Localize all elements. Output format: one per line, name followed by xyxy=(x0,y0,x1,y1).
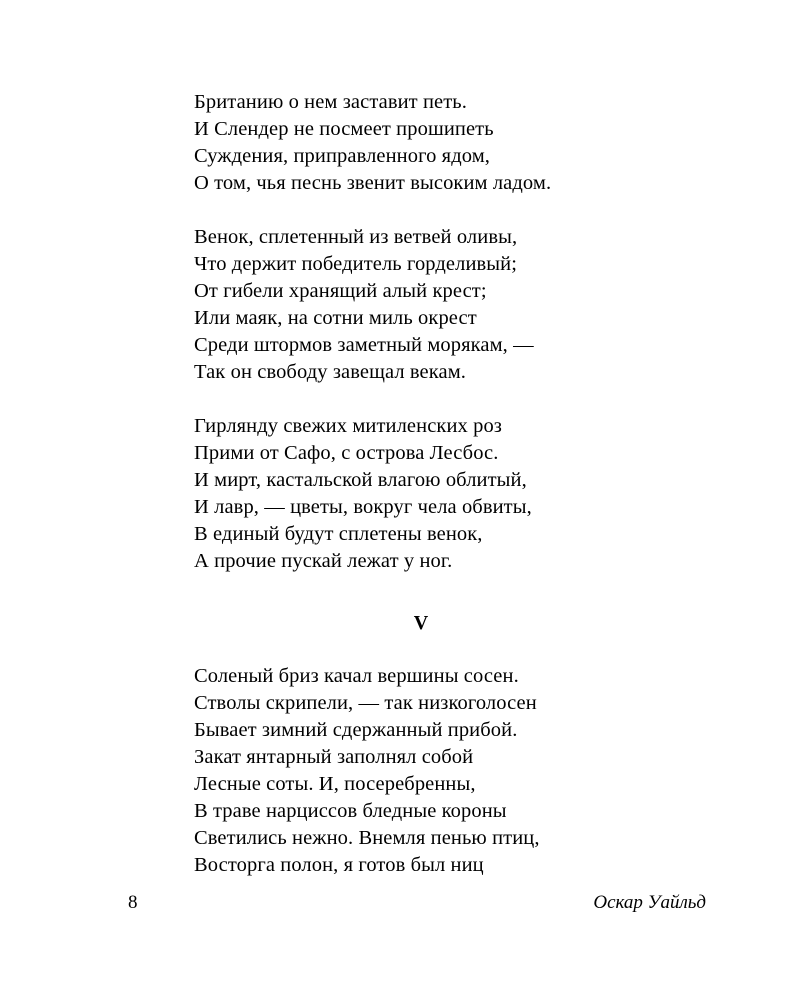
verse-line: А прочие пускай лежат у ног. xyxy=(194,550,453,572)
section-heading: V xyxy=(413,612,429,634)
stanza-3 xyxy=(194,413,734,575)
poem-text xyxy=(194,89,734,879)
verse-line: Суждения, приправленного ядом, xyxy=(194,145,490,167)
verse-line: Гирлянду свежих митиленских роз xyxy=(194,415,502,437)
stanza-1 xyxy=(194,89,734,197)
verse-line: Прими от Сафо, с острова Лесбос. xyxy=(194,442,499,464)
verse-line: От гибели хранящий алый крест; xyxy=(194,280,487,302)
verse-line: Что держит победитель горделивый; xyxy=(194,253,518,275)
verse-line: Или маяк, на сотни миль окрест xyxy=(194,307,477,329)
verse-line: И лавр, — цветы, вокруг чела обвиты, xyxy=(194,496,532,518)
verse-line: Светились нежно. Внемля пенью птиц, xyxy=(194,827,540,849)
verse-line: Восторга полон, я готов был ниц xyxy=(194,854,484,876)
stanza-4 xyxy=(194,663,734,879)
verse-line: Закат янтарный заполнял собой xyxy=(194,746,474,768)
verse-line: Британию о нем заставит петь. xyxy=(194,91,467,113)
verse-line: Среди штормов заметный морякам, — xyxy=(194,334,534,356)
verse-line: В единый будут сплетены венок, xyxy=(194,523,483,545)
verse-line: Так он свободу завещал векам. xyxy=(194,361,467,383)
verse-line: И мирт, кастальской влагою облитый, xyxy=(194,469,527,491)
verse-line: Стволы скрипели, — так низкоголосен xyxy=(194,692,537,714)
verse-line: Бывает зимний сдержанный прибой. xyxy=(194,719,518,741)
verse-line: Венок, сплетенный из ветвей оливы, xyxy=(194,226,518,248)
verse-line: Соленый бриз качал вершины сосен. xyxy=(194,665,519,687)
verse-line: Лесные соты. И, посеребренны, xyxy=(194,773,476,795)
page-number: 8 xyxy=(128,892,138,913)
running-footer-author: Оскар Уайльд xyxy=(593,892,706,913)
verse-line: В траве нарциссов бледные короны xyxy=(194,800,507,822)
verse-line: И Слендер не посмеет прошипеть xyxy=(194,118,494,140)
stanza-2 xyxy=(194,224,734,386)
verse-line: О том, чья песнь звенит высоким ладом. xyxy=(194,172,552,194)
